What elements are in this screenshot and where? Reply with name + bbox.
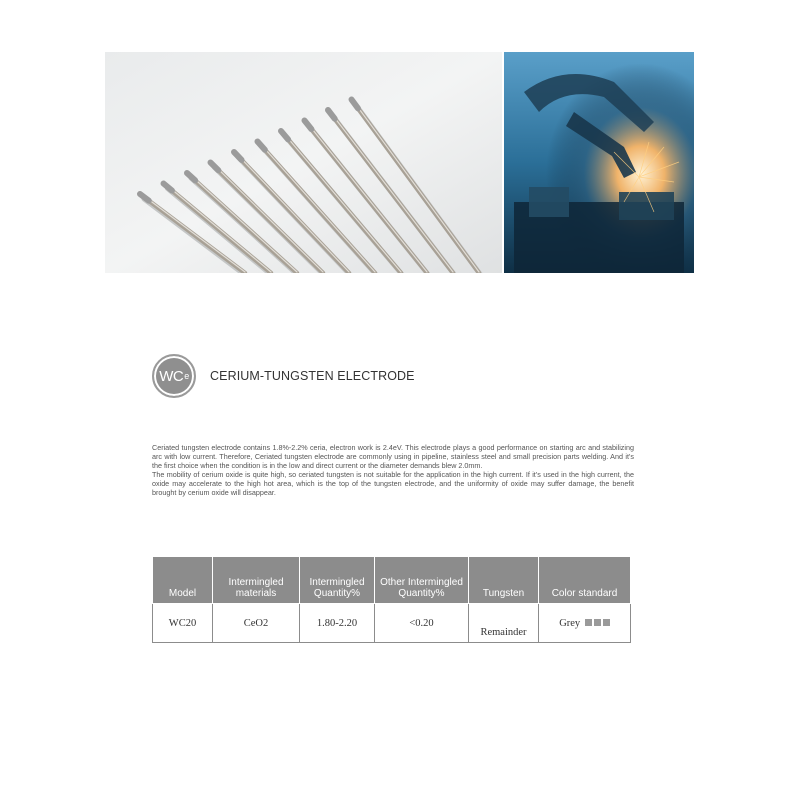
cell-tungsten: Remainder [469, 604, 539, 643]
description [152, 443, 634, 497]
page-title: CERIUM-TUNGSTEN ELECTRODE [210, 369, 415, 383]
table-header-row [153, 557, 631, 604]
section-heading [152, 354, 415, 398]
robot-welding-photo [504, 52, 694, 273]
column-header: Color standard [539, 557, 631, 604]
column-header: Model [153, 557, 213, 604]
color-swatch [603, 619, 610, 626]
table-row [153, 604, 631, 643]
column-header: Tungsten [469, 557, 539, 604]
badge-main: WC [159, 367, 184, 385]
column-header: Intermingled Quantity% [300, 557, 375, 604]
color-label: Grey [559, 617, 581, 629]
header-image-strip [105, 52, 694, 273]
cell-material: CeO2 [213, 604, 300, 643]
color-swatch [594, 619, 601, 626]
column-header: Other Intermingled Quantity% [375, 557, 469, 604]
spec-table [152, 556, 631, 643]
wce-badge-icon [152, 354, 196, 398]
description-paragraph: The mobility of cerium oxide is quite high, so ceriated tungsten is not suitable for the application in the high current. If it’s used in the high current, the oxide may accelerate to the high hot area, which is the top of the tungsten electrode, and the uniformity of oxide may suffer damage, the benefit brought by cerium oxide will disappear. [152, 470, 634, 497]
tungsten-rods-photo [105, 52, 502, 273]
cell-color-standard [539, 604, 631, 643]
description-paragraph: Ceriated tungsten electrode contains 1.8%-2.2% ceria, electron work is 2.4eV. This electrode plays a good performance on starting arc and stabilizing arc with low current. Therefore, Ceriated tungsten electrode are commonly using in pipeline, stainless steel and small precision parts welding. And it’s the first choice when the condition is in the low and direct current or the diameter demands blew 2.0mm. [152, 443, 634, 470]
cell-quantity: 1.80-2.20 [300, 604, 375, 643]
badge-sub: e [184, 371, 189, 381]
cell-other-quantity: <0.20 [375, 604, 469, 643]
cell-model: WC20 [153, 604, 213, 643]
column-header: Intermingled materials [213, 557, 300, 604]
color-swatch [585, 619, 592, 626]
